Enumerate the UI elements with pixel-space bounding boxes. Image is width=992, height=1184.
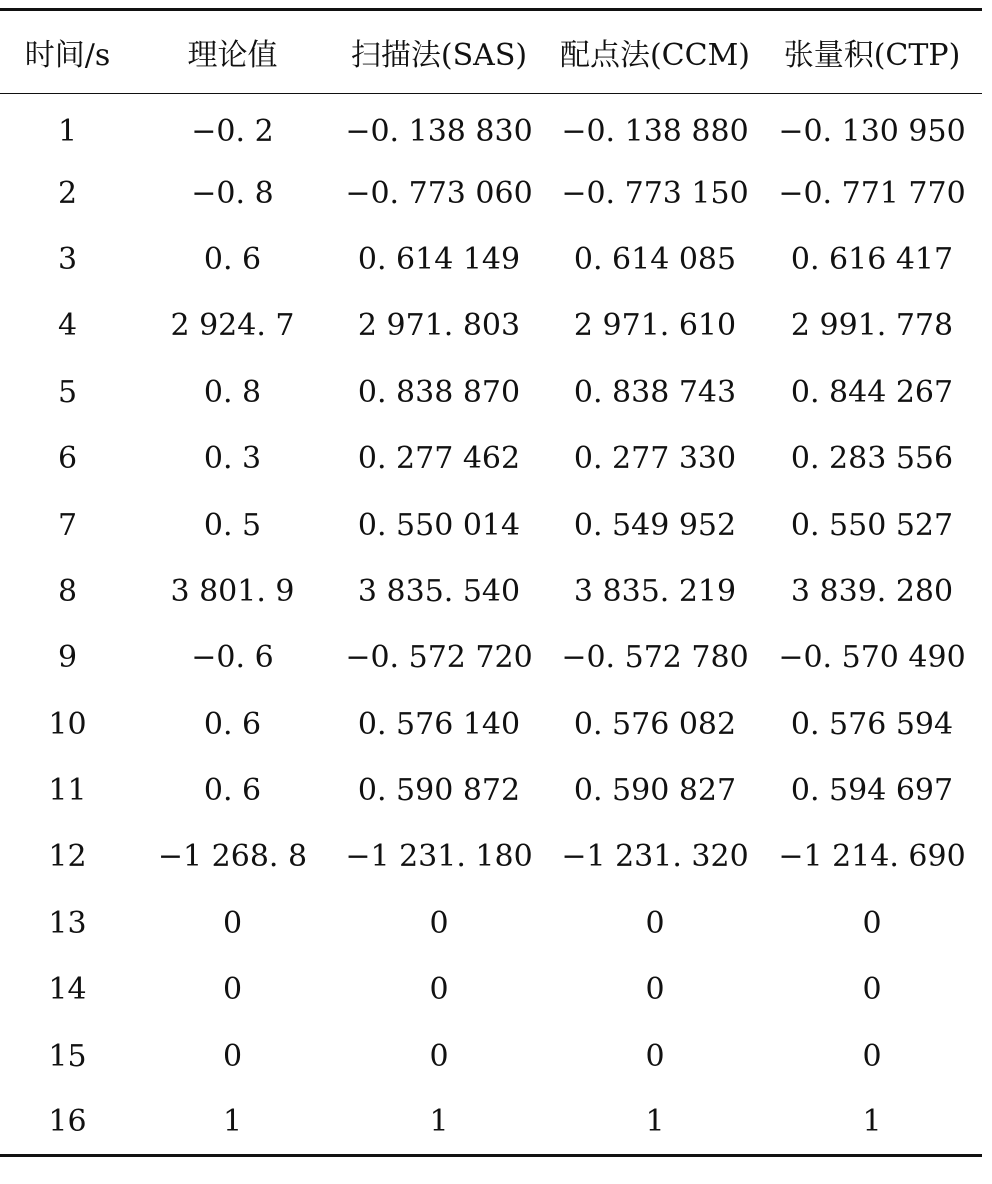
cell-ccm: 0. 576 082 — [573, 706, 737, 742]
cell-time: 3 — [57, 241, 78, 277]
cell-theoretical: 2 924. 7 — [170, 308, 295, 344]
table-row — [0, 824, 982, 890]
cell-ccm: −0. 773 150 — [561, 175, 749, 211]
cell-ctp: 0. 550 527 — [790, 507, 954, 543]
cell-sas: 1 — [330, 1089, 548, 1155]
cell-theoretical: 0. 6 — [203, 706, 262, 742]
cell-time: 12 — [48, 839, 87, 875]
table-row — [0, 757, 982, 823]
cell-ccm: 0 — [645, 972, 665, 1008]
cell-ctp: 0. 283 556 — [790, 441, 954, 477]
cell-ctp: 0 — [862, 972, 882, 1008]
cell-theoretical: −0. 2 — [191, 114, 274, 150]
results-table — [0, 8, 982, 1157]
cell-sas: 2 971. 803 — [357, 308, 521, 344]
table-row — [0, 94, 982, 160]
cell-theoretical: 3 801. 9 — [170, 573, 295, 609]
header-ctp: 张量积(CTP) — [762, 10, 982, 94]
cell-time: 8 — [57, 573, 78, 609]
cell-time: 1 — [57, 114, 78, 150]
table-body — [0, 94, 982, 1156]
cell-theoretical: 0 — [222, 905, 243, 941]
cell-ctp: 0. 576 594 — [790, 706, 954, 742]
cell-ccm: 3 835. 219 — [573, 573, 737, 609]
cell-ccm: −0. 572 780 — [561, 640, 749, 676]
cell-time: 9 — [57, 640, 78, 676]
cell-time: 6 — [57, 441, 78, 477]
table-row — [0, 492, 982, 558]
cell-sas: −1 231. 180 — [345, 839, 533, 875]
cell-ctp: −0. 771 770 — [778, 175, 966, 211]
cell-theoretical: 0 — [222, 972, 243, 1008]
cell-ccm: 0. 590 827 — [573, 773, 737, 809]
cell-time: 5 — [57, 374, 78, 410]
cell-ctp: −1 214. 690 — [778, 839, 966, 875]
cell-sas: 0 — [429, 1038, 449, 1074]
header-row — [0, 10, 982, 94]
table-row — [0, 160, 982, 226]
table-row — [0, 1023, 982, 1089]
cell-theoretical: 0. 3 — [203, 441, 262, 477]
header-sas: 扫描法(SAS) — [330, 10, 548, 94]
cell-time: 10 — [48, 706, 87, 742]
cell-theoretical: 1 — [135, 1089, 330, 1155]
cell-sas: −0. 138 830 — [345, 114, 533, 150]
table-row — [0, 625, 982, 691]
cell-theoretical: 0. 6 — [203, 241, 262, 277]
cell-ccm: 0. 277 330 — [573, 441, 737, 477]
header-theoretical: 理论值 — [135, 10, 330, 94]
cell-ccm: 1 — [548, 1089, 762, 1155]
cell-sas: 0. 838 870 — [357, 374, 521, 410]
cell-ccm: 0 — [645, 905, 665, 941]
cell-ctp: −0. 570 490 — [778, 640, 966, 676]
cell-sas: 0 — [429, 905, 449, 941]
table-row — [0, 558, 982, 624]
cell-theoretical: −1 268. 8 — [157, 839, 308, 875]
cell-time: 7 — [57, 507, 78, 543]
cell-theoretical: −0. 8 — [191, 175, 274, 211]
cell-ctp: 3 839. 280 — [790, 573, 954, 609]
cell-sas: 0. 614 149 — [357, 241, 521, 277]
cell-theoretical: 0 — [222, 1038, 243, 1074]
table-header — [0, 10, 982, 94]
table-row — [0, 226, 982, 292]
cell-theoretical: 0. 6 — [203, 773, 262, 809]
cell-theoretical: 0. 5 — [203, 507, 262, 543]
cell-time: 2 — [57, 175, 78, 211]
cell-sas: −0. 773 060 — [345, 175, 533, 211]
cell-theoretical: −0. 6 — [191, 640, 274, 676]
cell-ctp: 0 — [862, 1038, 882, 1074]
cell-sas: 0 — [429, 972, 449, 1008]
cell-ccm: 0 — [645, 1038, 665, 1074]
cell-ccm: 0. 549 952 — [573, 507, 737, 543]
header-ccm: 配点法(CCM) — [548, 10, 762, 94]
table-row — [0, 890, 982, 956]
cell-sas: 0. 576 140 — [357, 706, 521, 742]
cell-ccm: 2 971. 610 — [573, 308, 737, 344]
cell-time: 13 — [48, 905, 87, 941]
table-row — [0, 957, 982, 1023]
cell-ccm: −0. 138 880 — [561, 114, 749, 150]
table-row — [0, 293, 982, 359]
cell-ctp: 1 — [762, 1089, 982, 1155]
table-row — [0, 1089, 982, 1155]
cell-time: 15 — [48, 1038, 87, 1074]
cell-sas: 0. 277 462 — [357, 441, 521, 477]
table-row — [0, 691, 982, 757]
cell-ctp: 0. 844 267 — [790, 374, 954, 410]
cell-time: 4 — [57, 308, 78, 344]
cell-ctp: 0. 616 417 — [790, 241, 954, 277]
data-table-container — [0, 8, 982, 1157]
cell-sas: 0. 550 014 — [357, 507, 521, 543]
table-row — [0, 359, 982, 425]
cell-sas: 0. 590 872 — [357, 773, 521, 809]
cell-sas: 3 835. 540 — [357, 573, 521, 609]
cell-ctp: 0 — [862, 905, 882, 941]
cell-ctp: 0. 594 697 — [790, 773, 954, 809]
table-row — [0, 425, 982, 491]
cell-ccm: −1 231. 320 — [561, 839, 749, 875]
cell-theoretical: 0. 8 — [203, 374, 262, 410]
cell-ccm: 0. 838 743 — [573, 374, 737, 410]
cell-ctp: 2 991. 778 — [790, 308, 954, 344]
cell-time: 11 — [48, 773, 87, 809]
header-time: 时间/s — [0, 10, 135, 94]
cell-sas: −0. 572 720 — [345, 640, 533, 676]
cell-time: 16 — [0, 1089, 135, 1155]
cell-time: 14 — [48, 972, 87, 1008]
cell-ccm: 0. 614 085 — [573, 241, 737, 277]
cell-ctp: −0. 130 950 — [778, 114, 966, 150]
